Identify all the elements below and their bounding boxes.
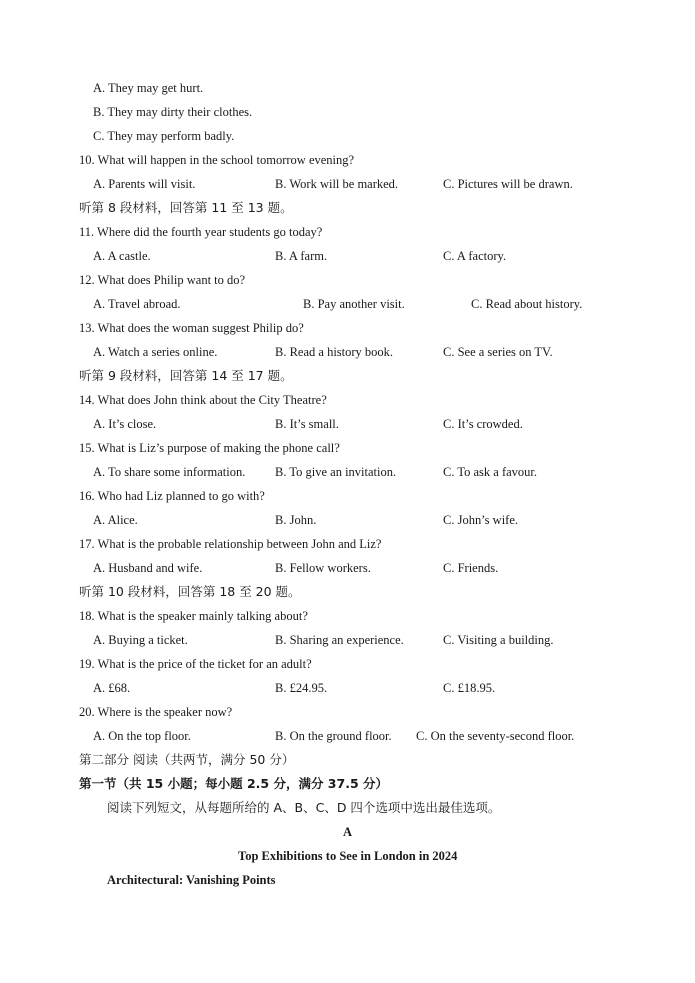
option-c: C. It’s crowded. xyxy=(443,417,523,431)
option-c: C. See a series on TV. xyxy=(443,345,553,359)
option-a: A. To share some information. xyxy=(93,465,246,479)
option-c: C. Read about history. xyxy=(471,297,583,311)
option-c: C. To ask a favour. xyxy=(443,465,538,479)
question-stem: 13. What does the woman suggest Philip do? xyxy=(79,321,304,335)
question-stem: 19. What is the price of the ticket for an adult? xyxy=(79,657,312,671)
option-c: C. They may perform badly. xyxy=(93,129,235,143)
option-a: A. A castle. xyxy=(93,249,151,263)
option-b: B. A farm. xyxy=(275,249,328,263)
option-b: B. To give an invitation. xyxy=(275,465,397,479)
option-a: A. Buying a ticket. xyxy=(93,633,188,647)
option-a: A. Parents will visit. xyxy=(93,177,196,191)
question-stem: 16. Who had Liz planned to go with? xyxy=(79,489,265,503)
section-instruction: 听第 8 段材料，回答第 11 至 13 题。 xyxy=(79,200,293,215)
option-a: A. £68. xyxy=(93,681,131,695)
option-c: C. Friends. xyxy=(443,561,499,575)
question-stem: 15. What is Liz’s purpose of making the phone call? xyxy=(79,441,340,455)
section-heading: 第一节（共 15 小题；每小题 2.5 分，满分 37.5 分） xyxy=(79,776,388,791)
option-b: B. John. xyxy=(275,513,317,527)
question-stem: 10. What will happen in the school tomorrow evening? xyxy=(79,153,355,167)
option-c: C. On the seventy-second floor. xyxy=(416,729,575,743)
option-c: C. Pictures will be drawn. xyxy=(443,177,573,191)
option-a: A. On the top floor. xyxy=(93,729,191,743)
question-stem: 18. What is the speaker mainly talking about? xyxy=(79,609,308,623)
option-a: A. Travel abroad. xyxy=(93,297,181,311)
option-b: B. On the ground floor. xyxy=(275,729,392,743)
reading-instructions: 阅读下列短文，从每题所给的 A、B、C、D 四个选项中选出最佳选项。 xyxy=(107,800,501,815)
question-stem: 11. Where did the fourth year students go today? xyxy=(79,225,323,239)
option-a: A. Alice. xyxy=(93,513,138,527)
option-c: C. John’s wife. xyxy=(443,513,518,527)
question-stem: 20. Where is the speaker now? xyxy=(79,705,233,719)
part-heading: 第二部分 阅读（共两节，满分 50 分） xyxy=(79,752,295,767)
option-b: B. Pay another visit. xyxy=(303,297,405,311)
option-c: C. A factory. xyxy=(443,249,507,263)
option-c: C. £18.95. xyxy=(443,681,496,695)
option-a: A. Watch a series online. xyxy=(93,345,218,359)
option-b: B. Work will be marked. xyxy=(275,177,399,191)
section-instruction: 听第 9 段材料，回答第 14 至 17 题。 xyxy=(79,368,293,383)
passage-letter: A xyxy=(342,825,353,839)
question-stem: 14. What does John think about the City Theatre? xyxy=(79,393,327,407)
option-a: A. It’s close. xyxy=(93,417,157,431)
option-b: B. It’s small. xyxy=(275,417,339,431)
question-stem: 17. What is the probable relationship between John and Liz? xyxy=(79,537,382,551)
passage-subheading: Architectural: Vanishing Points xyxy=(107,873,276,887)
option-b: B. Fellow workers. xyxy=(275,561,371,575)
option-c: C. Visiting a building. xyxy=(443,633,554,647)
passage-title: Top Exhibitions to See in London in 2024 xyxy=(238,849,458,863)
option-b: B. £24.95. xyxy=(275,681,328,695)
option-b: B. Read a history book. xyxy=(275,345,394,359)
question-stem: 12. What does Philip want to do? xyxy=(79,273,246,287)
section-instruction: 听第 10 段材料，回答第 18 至 20 题。 xyxy=(79,584,301,599)
option-a: A. Husband and wife. xyxy=(93,561,203,575)
option-b: B. Sharing an experience. xyxy=(275,633,404,647)
option-a: A. They may get hurt. xyxy=(93,81,204,95)
option-b: B. They may dirty their clothes. xyxy=(93,105,253,119)
